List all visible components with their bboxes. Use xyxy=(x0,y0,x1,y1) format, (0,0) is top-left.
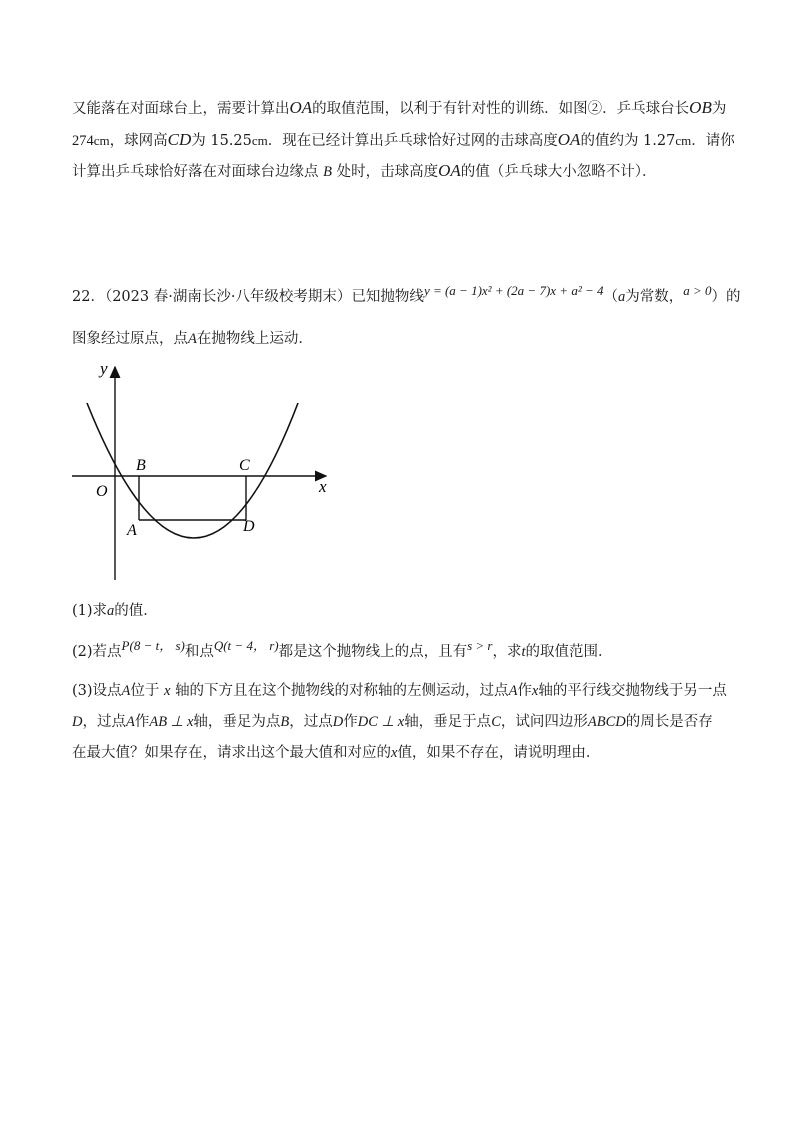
text: 作 xyxy=(343,714,358,730)
text: ．现在已经计算出乒乓球恰好过网的击球高度 xyxy=(267,133,558,149)
label-y: y xyxy=(100,359,108,378)
problem-number: 22． xyxy=(72,289,105,305)
label-x: x xyxy=(319,477,327,496)
point-q: Q(t − 4， r) xyxy=(213,638,279,653)
var-A: A xyxy=(188,331,197,347)
unit-cm: cm xyxy=(93,133,110,148)
text: ，球网高 xyxy=(109,133,168,149)
text: 的周长是否存 xyxy=(625,714,713,730)
var-C: C xyxy=(491,714,501,730)
var-A: A xyxy=(508,683,518,699)
var-x: x xyxy=(531,683,539,699)
text: 为 15.25 xyxy=(191,133,252,149)
text: 值，如果不存在，请说明理由． xyxy=(397,745,601,761)
text: 轴，垂足为点 xyxy=(193,714,281,730)
text: ）的 xyxy=(711,289,741,305)
text: 在抛物线上运动． xyxy=(196,331,313,347)
question-3-line-3 xyxy=(72,743,732,763)
math-ab-perp: AB ⊥ x xyxy=(149,714,194,730)
text: 计算出乒乓球恰好落在对面球台边缘点 xyxy=(72,164,319,180)
math-abcd: ABCD xyxy=(587,714,626,730)
problem-22-stem xyxy=(72,283,741,307)
problem-22-stem-2 xyxy=(72,329,732,349)
math-ob: OB xyxy=(689,98,712,117)
var-a: a xyxy=(618,289,626,305)
text: 作 xyxy=(134,714,150,730)
text: 的取值范围． xyxy=(525,644,613,660)
text: (2)若点 xyxy=(72,644,122,660)
text: 的值． xyxy=(114,603,158,619)
text: 都是这个抛物线上的点，且有 xyxy=(278,644,468,660)
var-D: D xyxy=(72,714,83,730)
var-x: x xyxy=(391,745,398,761)
prev-problem-line-1 xyxy=(72,98,732,119)
var-x: x xyxy=(164,683,171,699)
text: 处时，击球高度 xyxy=(336,164,439,180)
text: 图象经过原点，点 xyxy=(72,331,188,347)
var-b: B xyxy=(280,714,290,730)
text: 轴的下方且在这个抛物线的对称轴的左侧运动，过点 xyxy=(175,683,509,699)
parabola-curve xyxy=(87,403,298,538)
text: 为常数， xyxy=(625,289,684,305)
text: 作 xyxy=(517,683,532,699)
condition: a > 0 xyxy=(683,283,712,298)
text: ，试问四边形 xyxy=(500,714,588,730)
text: ．请你 xyxy=(691,133,735,149)
text: ，求 xyxy=(492,644,522,660)
var-b: B xyxy=(323,164,332,180)
math-cd: CD xyxy=(167,130,192,149)
text: 位于 xyxy=(130,683,160,699)
label-a: A xyxy=(127,522,137,539)
unit-cm: cm xyxy=(251,133,268,148)
text: 和点 xyxy=(184,644,214,660)
text: 在最大值？如果存在，请求出这个最大值和对应的 xyxy=(72,745,391,761)
parabola-figure xyxy=(60,355,350,590)
point-p: P(8 − t， s) xyxy=(121,638,185,653)
text: ，过点 xyxy=(289,714,333,730)
text: 274 xyxy=(72,133,94,149)
var-A: A xyxy=(125,714,135,730)
question-1 xyxy=(72,601,732,621)
text: 轴，垂足于点 xyxy=(404,714,492,730)
inequality: s > r xyxy=(467,638,493,653)
label-o: O xyxy=(96,483,108,500)
text: 的值约为 1.27 xyxy=(580,133,676,149)
text: 轴的平行线交抛物线于另一点 xyxy=(538,683,727,699)
question-2 xyxy=(72,638,732,662)
text: （ xyxy=(603,289,618,305)
unit-cm: cm xyxy=(675,133,692,148)
prev-problem-line-3 xyxy=(72,161,732,182)
var-A: A xyxy=(121,683,131,699)
text: 已知抛物线 xyxy=(351,289,424,305)
text: (1)求 xyxy=(72,603,108,619)
var-D: D xyxy=(332,714,344,730)
equation: y = (a − 1)x² + (2a − 7)x + a² − 4 xyxy=(423,283,604,298)
var-a: a xyxy=(107,603,115,619)
text: 为 xyxy=(711,101,727,117)
text: ，过点 xyxy=(82,714,126,730)
label-b: B xyxy=(136,457,146,474)
label-c: C xyxy=(239,457,250,474)
var-t: t xyxy=(521,644,526,660)
math-oa: OA xyxy=(289,98,313,117)
text: 的取值范围，以利于有针对性的训练．如图②．乒乓球台长 xyxy=(312,101,690,117)
question-3-line-2 xyxy=(72,712,732,732)
text: (3)设点 xyxy=(72,683,122,699)
prev-problem-line-2 xyxy=(72,130,735,151)
math-dc-perp: DC ⊥ x xyxy=(357,714,405,730)
text: 的值（乒乓球大小忽略不计）． xyxy=(460,164,657,180)
problem-source: （2023 春·湖南长沙·八年级校考期末） xyxy=(104,289,352,305)
math-oa: OA xyxy=(557,130,581,149)
text: 又能落在对面球台上，需要计算出 xyxy=(72,101,290,117)
question-3-line-1 xyxy=(72,681,732,701)
math-oa: OA xyxy=(438,161,461,180)
label-d: D xyxy=(243,518,255,535)
